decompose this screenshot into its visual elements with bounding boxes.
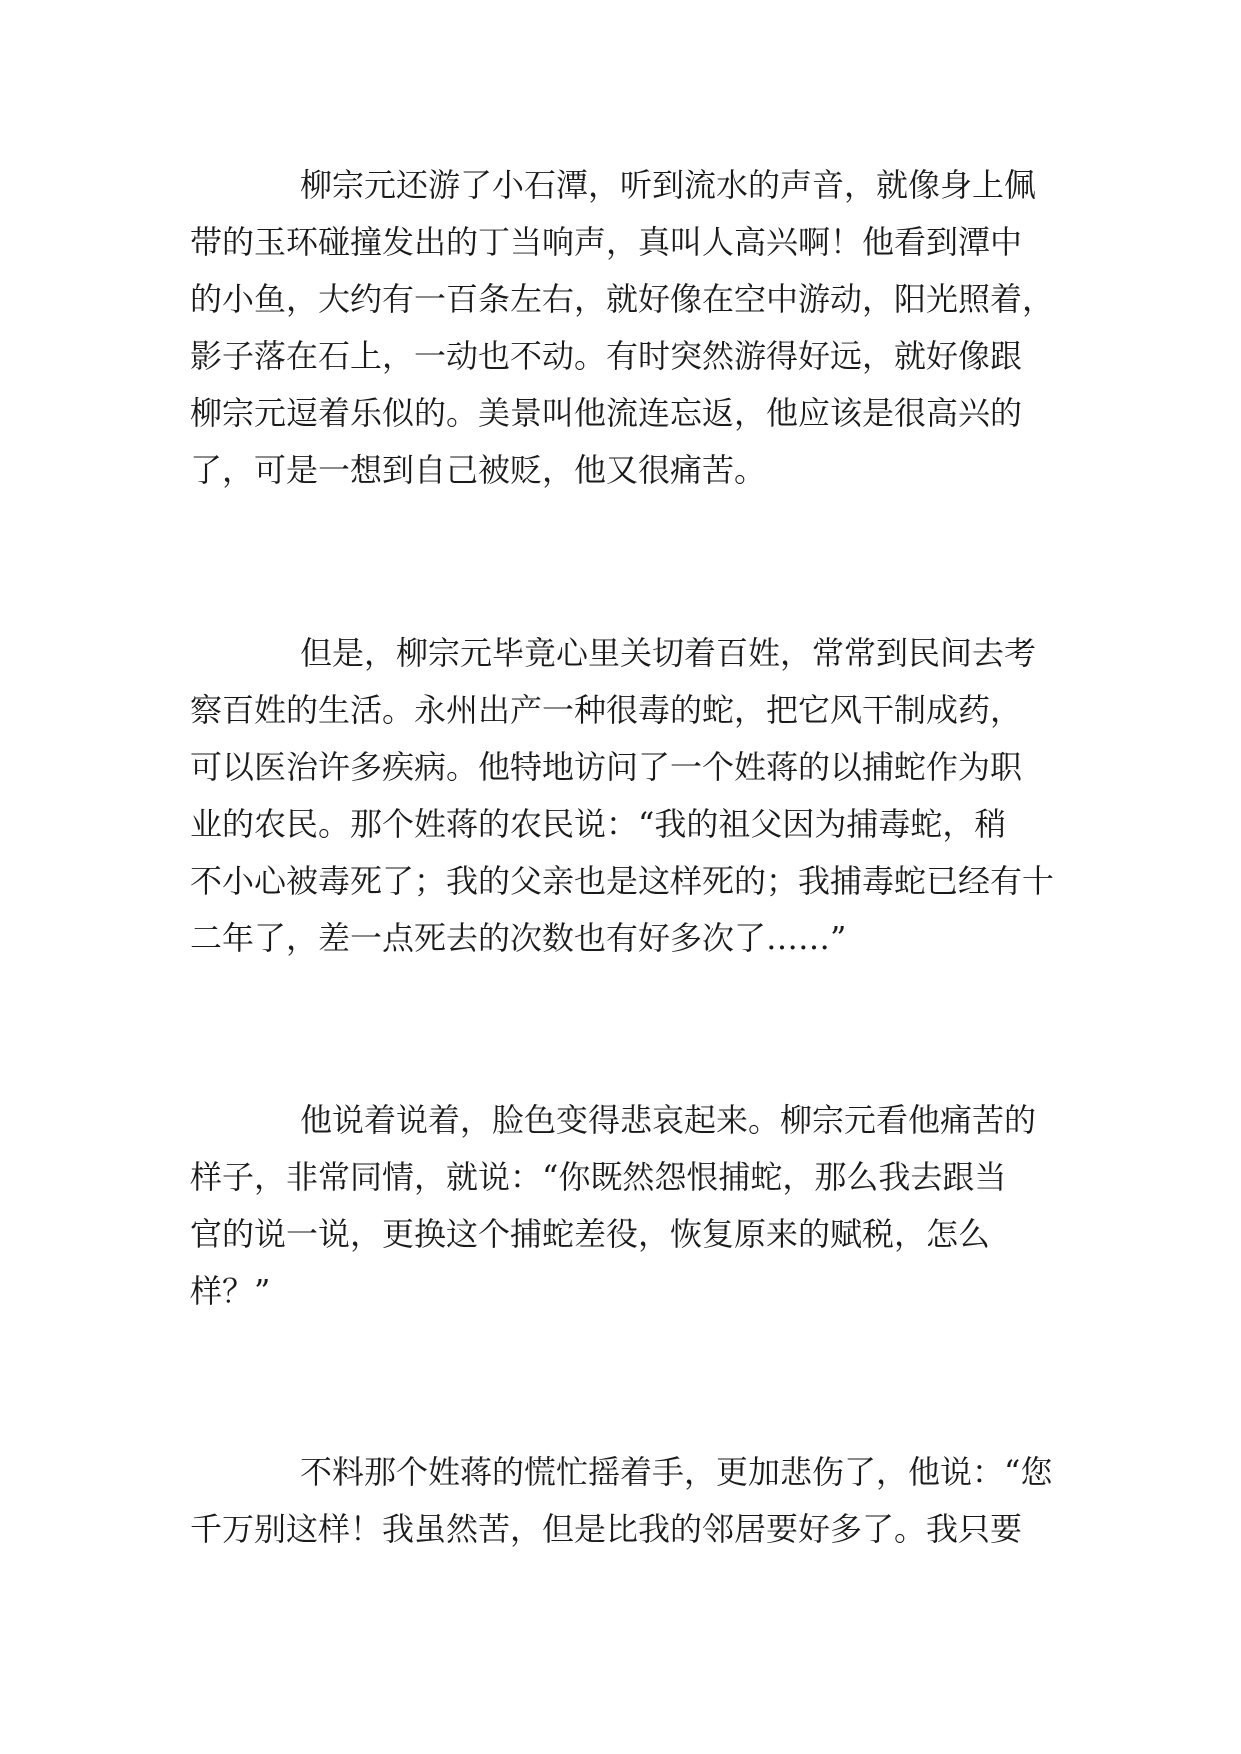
paragraph-line: 不料那个姓蒋的慌忙摇着手，更加悲伤了，他说：“您 (300, 1453, 1053, 1491)
paragraph-line: 官的说一说，更换这个捕蛇差役，恢复原来的赋税，怎么 (190, 1215, 991, 1253)
paragraph-1 (190, 157, 1055, 499)
paragraph-line: 不小心被毒死了；我的父亲也是这样死的；我捕毒蛇已经有十 (190, 862, 1055, 900)
paragraph-3 (190, 1092, 1050, 1320)
paragraph-line: 样子，非常同情，就说：“你既然怨恨捕蛇，那么我去跟当 (190, 1158, 1007, 1196)
paragraph-2 (190, 625, 1055, 967)
paragraph-line: 了，可是一想到自己被贬，他又很痛苦。 (190, 451, 767, 489)
paragraph-line: 可以医治许多疾病。他特地访问了一个姓蒋的以捕蛇作为职 (190, 748, 1023, 786)
paragraph-line: 带的玉环碰撞发出的丁当响声，真叫人高兴啊！他看到潭中 (190, 223, 1023, 261)
paragraph-line: 察百姓的生活。永州出产一种很毒的蛇，把它风干制成药， (190, 691, 1023, 729)
paragraph-4 (190, 1444, 1053, 1558)
paragraph-line: 业的农民。那个姓蒋的农民说：“我的祖父因为捕毒蛇，稍 (190, 805, 1007, 843)
paragraph-line: 样？” (190, 1272, 271, 1310)
paragraph-line: 二年了，差一点死去的次数也有好多次了……” (190, 919, 847, 957)
paragraph-line: 千万别这样！我虽然苦，但是比我的邻居要好多了。我只要 (190, 1510, 1023, 1548)
paragraph-line: 但是，柳宗元毕竟心里关切着百姓，常常到民间去考 (300, 634, 1037, 672)
paragraph-line: 影子落在石上，一动也不动。有时突然游得好远，就好像跟 (190, 337, 1023, 375)
paragraph-line: 的小鱼，大约有一百条左右，就好像在空中游动，阳光照着， (190, 280, 1055, 318)
paragraph-line: 他说着说着，脸色变得悲哀起来。柳宗元看他痛苦的 (300, 1101, 1037, 1139)
paragraph-line: 柳宗元逗着乐似的。美景叫他流连忘返，他应该是很高兴的 (190, 394, 1023, 432)
paragraph-line: 柳宗元还游了小石潭，听到流水的声音，就像身上佩 (300, 166, 1037, 204)
